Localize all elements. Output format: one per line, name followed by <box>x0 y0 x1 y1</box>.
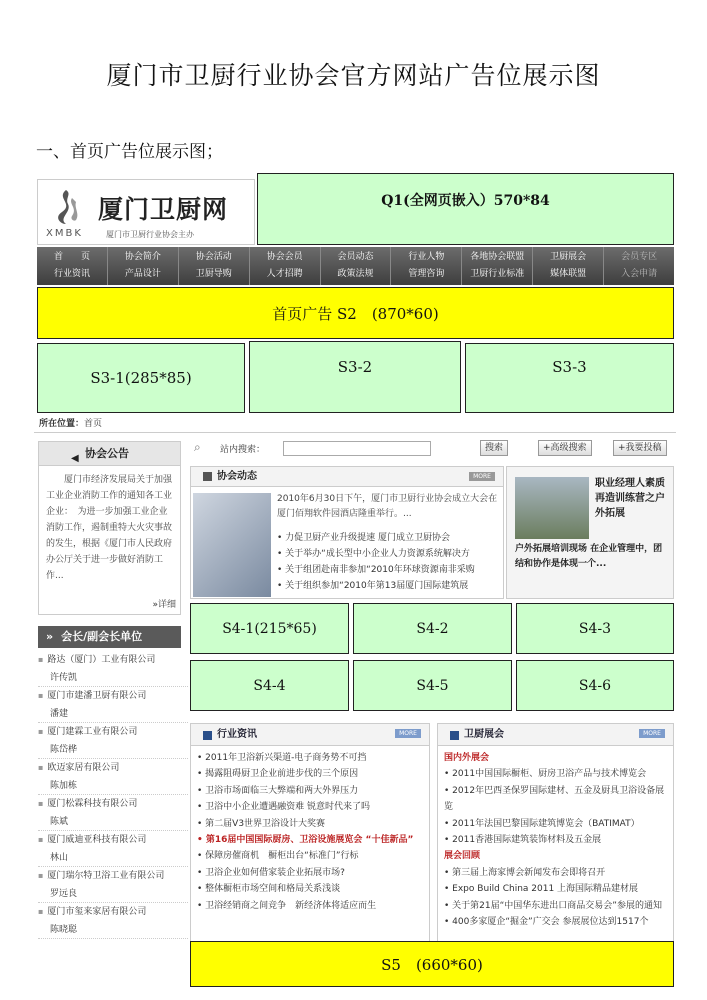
search-label: 站内搜索： <box>220 445 266 455</box>
expo-title: 卫厨展会 <box>464 729 504 740</box>
promo-caption: 户外拓展培训现场 在企业管理中，团结和协作是体现一个... <box>515 544 663 569</box>
ad-s4-6-label: S4-6 <box>578 677 612 694</box>
member-person: 潘建 <box>38 705 188 723</box>
nav-label[interactable]: 政策法规 <box>337 269 374 279</box>
ad-s3-3[interactable] <box>465 343 674 413</box>
expo-item[interactable]: • 第三届上海家博会新闻发布会即将召开 <box>444 865 667 881</box>
bullet-square-icon <box>450 731 459 740</box>
ad-s3-3-label: S3-3 <box>552 358 587 376</box>
member-person: 陈斌 <box>38 813 188 831</box>
ad-s4-5-label: S4-5 <box>416 677 449 694</box>
expo-item[interactable]: • 2011年法国巴黎国际建筑博览会（BATIMAT） <box>444 816 667 832</box>
left-column <box>34 436 184 986</box>
nav-label[interactable]: 协会活动 <box>195 252 232 262</box>
member-person: 陈晓聪 <box>38 921 188 939</box>
search-input[interactable] <box>283 441 431 456</box>
ad-s4-4[interactable] <box>190 660 349 711</box>
industry-header <box>191 724 429 746</box>
expo-item[interactable]: • 2011香港国际建筑装饰材料及五金展 <box>444 832 667 848</box>
ad-s4-5[interactable] <box>353 660 512 711</box>
news-more-button[interactable]: MORE <box>469 472 495 481</box>
news-item[interactable]: • 力促卫厨产业升级提速 厦门成立卫厨协会 <box>277 530 502 546</box>
submit-article-button[interactable]: +我要投稿 <box>613 440 667 456</box>
flame-logo-icon <box>48 188 84 226</box>
nav-label[interactable]: 入会申请 <box>621 269 658 279</box>
member-company[interactable]: ▪ 厦门市建潘卫厨有限公司 <box>38 687 188 705</box>
nav-item-1[interactable] <box>108 247 179 285</box>
news-item[interactable]: • 关于举办“成长型中小企业人力资源系统解决方 <box>277 546 502 562</box>
search-bar <box>190 440 673 460</box>
nav-item-0[interactable] <box>37 247 108 285</box>
nav-label[interactable]: 首 页 <box>53 252 90 262</box>
speaker-icon: ◀ <box>71 453 79 464</box>
double-chevron-icon: » <box>46 630 54 643</box>
nav-label[interactable]: 协会简介 <box>124 252 161 262</box>
member-company[interactable]: ▪ 路达（厦门）工业有限公司 <box>38 651 188 669</box>
logo-title: 厦门卫厨网 <box>98 195 229 224</box>
promo-photo <box>515 477 589 539</box>
ad-s3-2[interactable] <box>249 341 461 413</box>
member-company[interactable]: ▪ 厦门松霖科技有限公司 <box>38 795 188 813</box>
ad-s3-1-label: S3-1(285*85) <box>90 369 192 387</box>
news-item[interactable]: • 关于组团赴南非参加“2010年环球资源南非采购 <box>277 562 502 578</box>
nav-item-7[interactable] <box>533 247 604 285</box>
member-person: 许传凯 <box>38 669 188 687</box>
nav-label[interactable]: 卫厨导购 <box>195 269 232 279</box>
bullet-square-icon <box>203 472 212 481</box>
nav-label[interactable]: 卫厨行业标准 <box>470 269 525 279</box>
breadcrumb <box>39 416 102 429</box>
divider <box>34 432 676 433</box>
nav-label[interactable]: 行业人物 <box>408 252 445 262</box>
ad-s4-2[interactable] <box>353 603 512 654</box>
news-header <box>191 467 503 487</box>
industry-item[interactable]: • 卫浴市场面临三大弊端和两大外界压力 <box>197 783 423 799</box>
bullet-square-icon <box>203 731 212 740</box>
industry-list <box>191 746 429 918</box>
news-lead[interactable]: 2010年6月30日下午，厦门市卫厨行业协会成立大会在厦门佰翔软件园酒店隆重举行。... <box>277 494 498 519</box>
nav-label[interactable]: 卫厨展会 <box>550 252 587 262</box>
nav-item-8[interactable] <box>604 247 674 285</box>
ad-s2[interactable] <box>37 287 674 339</box>
ad-s4-3-label: S4-3 <box>578 620 612 637</box>
logo-en: XMBK <box>46 228 83 239</box>
nav-label[interactable]: 协会会员 <box>266 252 303 262</box>
member-company[interactable]: ▪ 厦门建霖工业有限公司 <box>38 723 188 741</box>
logo-subtitle: 厦门市卫厨行业协会主办 <box>106 230 194 239</box>
industry-item[interactable]: • 整体橱柜市场空间和格局关系浅谈 <box>197 881 423 897</box>
ad-s4-2-label: S4-2 <box>416 620 449 637</box>
promo-text: 职业经理人素质再造训练营之户外拓展 <box>595 478 665 519</box>
industry-item[interactable]: • 第二届V3世界卫浴设计大奖赛 <box>197 816 423 832</box>
notice-title: 协会公告 <box>85 447 129 460</box>
nav-item-3[interactable] <box>250 247 321 285</box>
nav-label[interactable]: 产品设计 <box>124 269 161 279</box>
section-title: 一、首页广告位展示图； <box>36 142 223 162</box>
expo-header <box>438 724 673 746</box>
ad-s5-label: S5 (660*60) <box>381 955 483 974</box>
nav-label[interactable]: 会员专区 <box>621 252 658 262</box>
notice-box <box>38 441 181 615</box>
industry-item[interactable]: • 2011年卫浴新兴渠道-电子商务势不可挡 <box>197 750 423 766</box>
member-person: 林山 <box>38 849 188 867</box>
expo-domestic-heading: 国内外展会 <box>444 753 490 763</box>
ad-s5[interactable] <box>190 941 674 987</box>
expo-more-button[interactable]: MORE <box>639 729 665 738</box>
nav-item-4[interactable] <box>321 247 392 285</box>
nav-label[interactable]: 会员动态 <box>337 252 374 262</box>
nav-item-6[interactable] <box>462 247 533 285</box>
member-person: 罗远良 <box>38 885 188 903</box>
nav-item-5[interactable] <box>391 247 462 285</box>
news-photo[interactable] <box>193 493 271 597</box>
promo-box[interactable] <box>506 466 674 599</box>
nav-label[interactable]: 行业资讯 <box>53 269 90 279</box>
breadcrumb-home[interactable]: 首页 <box>84 419 103 429</box>
ad-s3-2-label: S3-2 <box>337 358 373 376</box>
ad-s4-1[interactable] <box>190 603 349 654</box>
member-company[interactable]: ▪ 欧迈家居有限公司 <box>38 759 188 777</box>
main-nav <box>37 247 674 285</box>
expo-item[interactable]: • 400多家厦企“掘金”广交会 参展展位达到1517个 <box>444 914 667 930</box>
nav-label[interactable]: 媒体联盟 <box>550 269 587 279</box>
expo-item[interactable]: • 关于第21届“中国华东进出口商品交易会”参展的通知 <box>444 898 667 914</box>
industry-item[interactable]: • 卫浴企业如何借家装企业拓展市场? <box>197 865 423 881</box>
nav-label[interactable]: 管理咨询 <box>408 269 445 279</box>
vice-title: 会长/副会长单位 <box>61 630 143 643</box>
ad-q1-label: Q1(全网页嵌入）570*84 <box>381 193 550 209</box>
ad-q1[interactable] <box>257 173 674 245</box>
industry-item[interactable]: • 卫浴经销商之间竞争 新经济体将适应而生 <box>197 898 423 914</box>
nav-label[interactable]: 各地协会联盟 <box>470 252 525 262</box>
member-company[interactable]: ▪ 厦门瑞尔特卫浴工业有限公司 <box>38 867 188 885</box>
expo-review-heading: 展会回顾 <box>444 851 481 862</box>
member-person: 陈加栋 <box>38 777 188 795</box>
homepage-screenshot <box>34 173 676 988</box>
ad-s3-1[interactable] <box>37 343 245 413</box>
notice-more-link[interactable]: »详细 <box>152 600 176 610</box>
industry-item[interactable]: • 保障房催商机 橱柜出台“标准门”行标 <box>197 848 423 864</box>
search-icon: ⌕ <box>194 440 201 454</box>
site-logo[interactable] <box>37 179 255 245</box>
document-title: 厦门市卫厨行业协会官方网站广告位展示图 <box>106 61 601 90</box>
ad-s4-4-label: S4-4 <box>253 677 286 694</box>
breadcrumb-label: 所在位置： <box>39 419 85 429</box>
industry-item[interactable]: • 第16届中国国际厨房、卫浴设施展览会 “十佳新品” <box>197 832 423 848</box>
industry-title: 行业资讯 <box>217 729 257 740</box>
member-person: 陈岱桦 <box>38 741 188 759</box>
search-button[interactable]: 搜索 <box>480 440 508 456</box>
ad-s4-3[interactable] <box>516 603 674 654</box>
vice-header <box>38 626 181 648</box>
ad-s4-6[interactable] <box>516 660 674 711</box>
industry-item[interactable]: • 卫浴中小企业遭遇融资难 锐意时代来了吗 <box>197 799 423 815</box>
nav-item-2[interactable] <box>179 247 250 285</box>
expo-item[interactable]: • Expo Build China 2011 上海国际精品建材展 <box>444 881 667 897</box>
member-company[interactable]: ▪ 厦门威迪亚科技有限公司 <box>38 831 188 849</box>
industry-more-button[interactable]: MORE <box>395 729 421 738</box>
vice-list <box>38 651 188 939</box>
news-title: 协会动态 <box>217 471 257 482</box>
association-news <box>190 466 504 599</box>
news-item[interactable]: • 关于组织参加“2010年第13届厦门国际建筑展 <box>277 578 502 594</box>
expo-item[interactable]: • 2011中国国际橱柜、厨房卫浴产品与技术博览会 <box>444 766 667 782</box>
expo-list <box>438 746 673 934</box>
industry-item[interactable]: • 揭露阻碍厨卫企业前进步伐的三个原因 <box>197 766 423 782</box>
notice-header <box>39 442 180 466</box>
expo-item[interactable]: • 2012年巴西圣保罗国际建材、五金及厨具卫浴设备展览 <box>444 783 667 816</box>
news-list <box>277 530 502 594</box>
member-company[interactable]: ▪ 厦门市玺来家居有限公司 <box>38 903 188 921</box>
ad-s4-1-label: S4-1(215*65) <box>222 620 317 637</box>
nav-label[interactable]: 人才招聘 <box>266 269 303 279</box>
advanced-search-button[interactable]: +高级搜索 <box>538 440 592 456</box>
ad-s2-label: 首页广告 S2 (870*60) <box>272 304 439 323</box>
notice-body[interactable]: 厦门市经济发展局关于加强工业企业消防工作的通知各工业企业： 为进一步加强工业企业消防工作，遏制重特大火灾事故的发生，根据《厦门市人民政府办公厅关于进一步做好消防工作... <box>46 475 173 581</box>
